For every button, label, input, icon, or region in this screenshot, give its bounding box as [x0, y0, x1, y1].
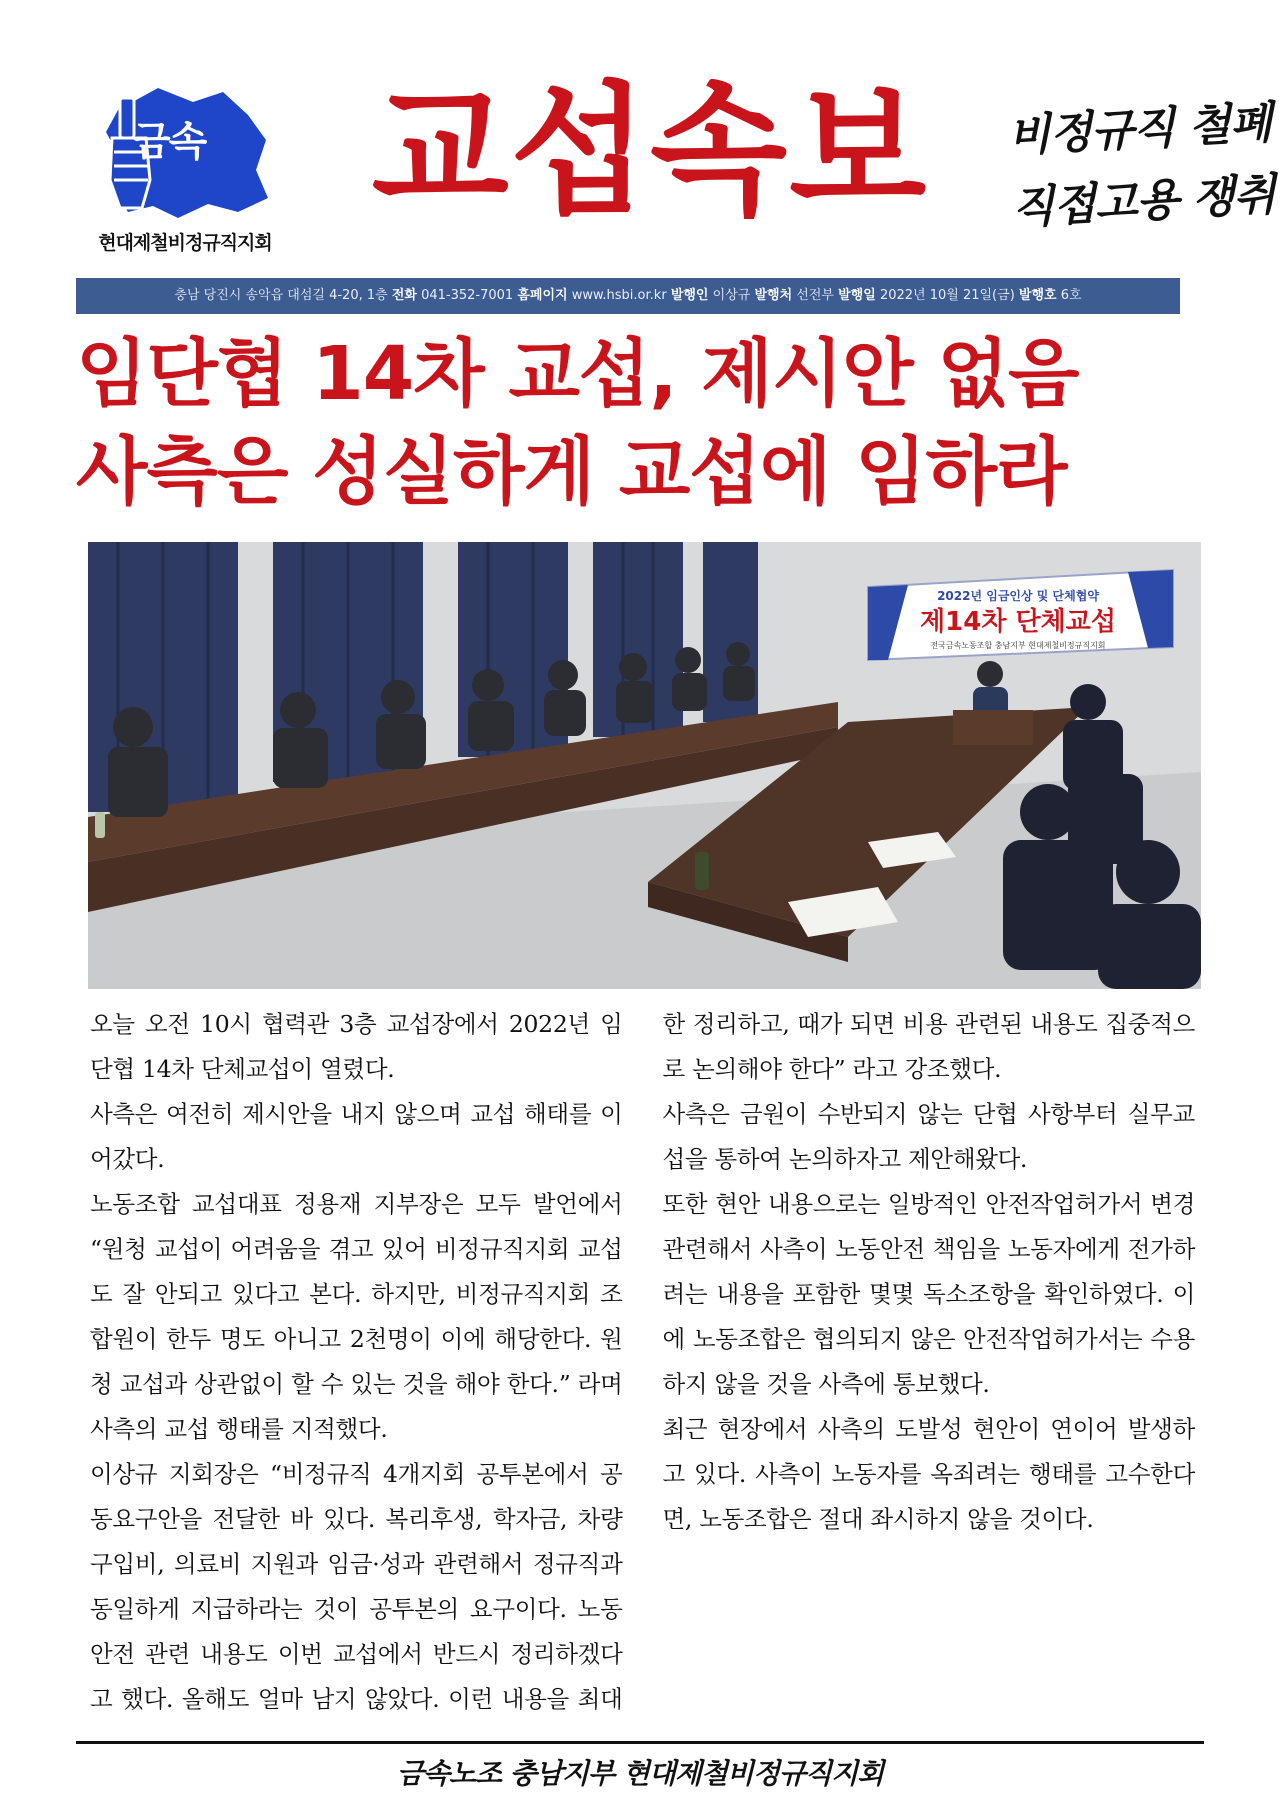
headline-line-2: 사측은 성실하게 교섭에 임하라: [76, 429, 1067, 515]
issue-date: 2022년 10월 21일(금): [879, 288, 1015, 303]
date-label: 발행일: [838, 288, 876, 303]
masthead: [0, 0, 1280, 270]
banner-sub-text: 전국금속노동조합 충남지부 현대제철비정규직지회: [930, 641, 1106, 650]
article-paragraph: 사측은 여전히 제시안을 내지 않으며 교섭 해태를 이어갔다.: [90, 1100, 623, 1173]
homepage-label: 홈페이지: [517, 288, 568, 303]
article-paragraph: 또한 현안 내용으로는 일방적인 안전작업허가서 변경 관련해서 사측이 노동안전 책임을 노동자에게 전가하려는 내용을 포함한 몇몇 독소조항을 확인하였다. 이에 노동조합은 협의되지 않은 안전작업허가서는 수용하지 않을 것을 사측에 통보했다.: [662, 1190, 1195, 1398]
publisher: 이상규: [712, 288, 751, 303]
meeting-photo: [88, 542, 1201, 989]
slogan: [1006, 89, 1277, 245]
slogan-line-1: 비정규직 철폐: [1006, 97, 1273, 163]
article-paragraph: 이상규 지회장은 “비정규직 4개지회 공투본에서 공동요구안을 전달한 바 있다. 복리후생, 학자금, 차량구입비, 의료비 지원과 임금·성과 관련해서 정규직과 동일하게 지급하라는 것이 공투본의 요구이다. 노동안전 관련 내용도 이번 교섭에서 반드시 정리하겠다고 했다. 올해도 얼마 남지 않았다. 이런 내용을 최대한 정리하고, 때가 되면 비용 관련된 내용도 집중적으로 논의해야 한다” 라고 강조했다.: [90, 1010, 1195, 1713]
office-label: 발행처: [754, 288, 793, 303]
article-body: [90, 1002, 1195, 1722]
logo-text: 금속: [132, 119, 206, 165]
publisher-label: 발행인: [670, 288, 709, 303]
article-paragraph: 노동조합 교섭대표 정용재 지부장은 모두 발언에서 “원청 교섭이 어려움을 겪고 있어 비정규직지회 교섭도 잘 안되고 있다고 본다. 하지만, 비정규직지회 조합원이 한두 명도 아니고 2천명이 이에 해당한다. 원청 교섭과 상관없이 할 수 있는 것을 해야 한다.” 라며 사측의 교섭 행태를 지적했다.: [90, 1190, 623, 1443]
phone: 041-352-7001: [421, 288, 514, 303]
headline-line-1: 임단협 14차 교섭, 제시안 없음: [76, 331, 1079, 417]
union-logo: [80, 70, 280, 265]
slogan-line-2: 직접고용 쟁취: [1010, 169, 1277, 234]
banner-top-text: 2022년 임금인상 및 단체협약: [937, 589, 1099, 603]
headline: [76, 325, 1206, 521]
article-paragraph: 사측은 금원이 수반되지 않는 단협 사항부터 실무교섭을 통하여 논의하자고 제안해왔다.: [662, 1100, 1195, 1173]
article-paragraph: 오늘 오전 10시 협력관 3층 교섭장에서 2022년 임단협 14차 단체교섭이 열렸다.: [90, 1010, 623, 1083]
issue-number: 6호: [1060, 288, 1082, 303]
homepage-link[interactable]: www.hsbi.or.kr: [571, 288, 667, 303]
footer-divider: [76, 1741, 1204, 1744]
address: 충남 당진시 송악읍 대섬길 4-20, 1층: [174, 288, 388, 303]
footer-signature: 금속노조 충남지부 현대제철비정규직지회: [396, 1757, 884, 1790]
article-paragraph: 최근 현장에서 사측의 도발성 현안이 연이어 발생하고 있다. 사측이 노동자를 옥죄려는 행태를 고수한다면, 노동조합은 절대 좌시하지 않을 것이다.: [662, 1415, 1195, 1533]
newsletter-title: 교섭속보: [371, 69, 929, 234]
banner-main-text: 제14차 단체교섭: [920, 607, 1116, 637]
issue-label: 발행호: [1018, 288, 1057, 303]
org-name: 현대제철비정규직지회: [98, 232, 272, 254]
negotiation-room-illustration: [88, 542, 1201, 989]
publication-info-bar: [76, 278, 1180, 314]
office: 선전부: [796, 288, 834, 303]
phone-label: 전화: [391, 288, 417, 303]
